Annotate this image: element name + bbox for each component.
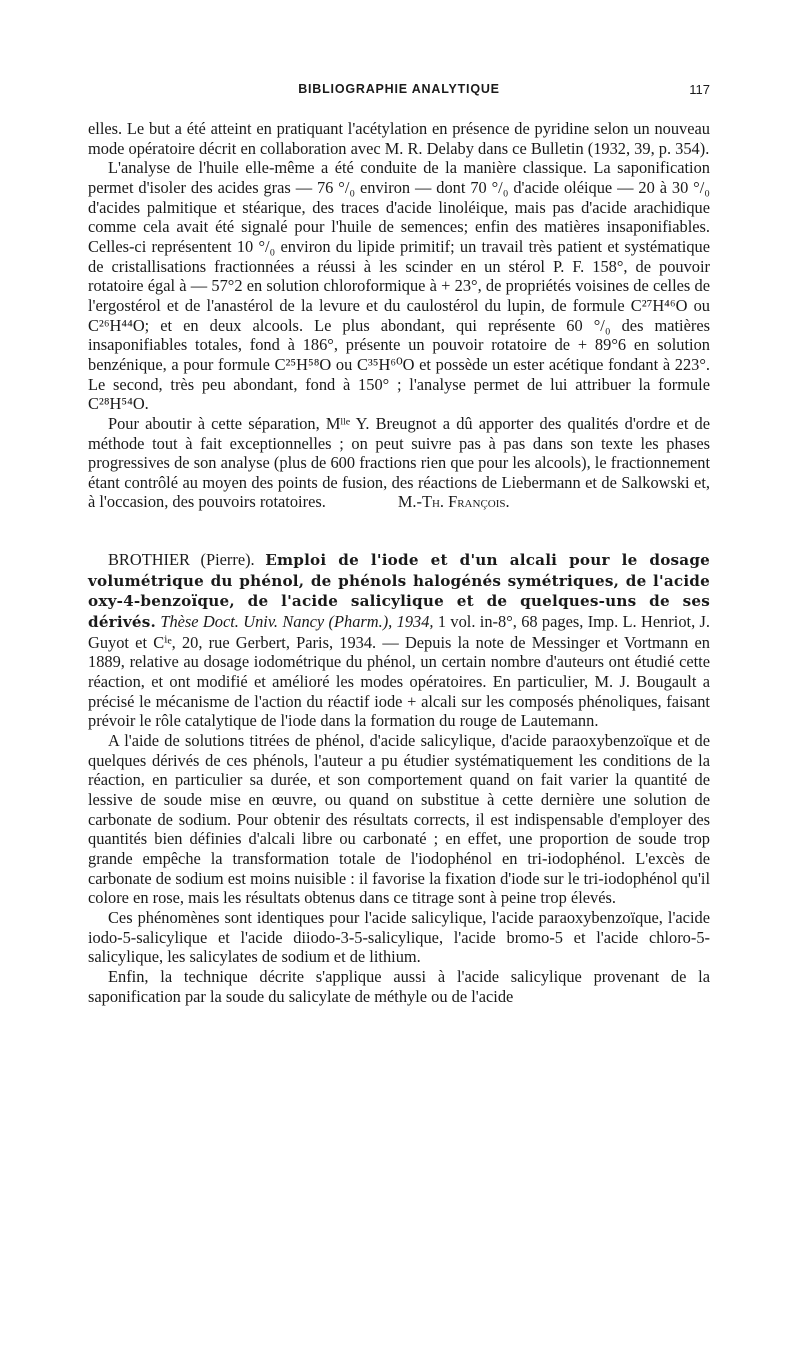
page-number: 117 (689, 82, 710, 97)
review2-paragraph-1 (88, 550, 710, 731)
review2-paragraph-1-rest: 1 vol. in-8°, 68 pages, Imp. L. Henriot, J. Guyot et Cⁱᵉ, 20, rue Gerbert, Paris, 1934. — Depuis la note de Messinger et Vortmann en 1889, relative au dosage iodométrique du phénol, un certain nombre d'auteurs ont étudié cette réaction, et ont modifié et amélioré les modes opératoires. En particulier, M. J. Bougault a précisé le mécanisme de l'action du réactif iode + alcali sur les composés phénoliques, faisant prévoir le rôle catalytique de l'iode dans la formation du rouge de Lautemann. (88, 612, 710, 731)
page-body (88, 119, 710, 1006)
review2-paragraph-4: Enfin, la technique décrite s'applique aussi à l'acide salicylique provenant de la saponification par la soude du salicylate de méthyle ou de l'acide (88, 966, 710, 1006)
review2-title: Emploi de l'iode et d'un alcali pour le dosage volumétrique du phénol, de phénols halogénés symétriques, de l'acide oxy-4-benzoïque, de l'acide salicylique et de quelques-uns de ses dérivés. (88, 551, 710, 632)
section-gap (88, 512, 710, 550)
running-head: BIBLIOGRAPHIE ANALYTIQUE (298, 82, 500, 96)
review2-paragraph-2: A l'aide de solutions titrées de phénol, d'acide salicylique, d'acide paraoxybenzoïque et de quelques dérivés de ces phénols, l'auteur a pu étudier systématiquement les conditions de la réaction, en particulier sa durée, et son comportement quand on fait varier la quantité de lessive de soude mise en œuvre, ou quand on substitue à cette dernière une solution de carbonate de sodium. Pour obtenir des résultats corrects, il est indispensable d'employer des quantités bien définies d'alcali libre ou carbonaté ; en effet, une proportion de soude trop grande empêche la transformation totale de l'iodophénol en tri-iodophénol. L'excès de carbonate de sodium est moins nuisible : il favorise la fixation d'iode sur le tri-iodophénol qu'il colore en rose, mais les résultats obtenus dans ce titrage sont à peine trop élevés. (88, 731, 710, 908)
review1-paragraph-2: L'analyse de l'huile elle-même a été conduite de la manière classique. La saponification permet d'isoler des acides gras — 76 °/₀ environ — dont 70 °/₀ d'acide oléique — 20 à 30 °/₀ d'acides palmitique et stéarique, des traces d'acide linoléique, mais pas d'acide arachidique comme cela avait été signalé pour l'huile de semences; enfin des matières insaponifiables. Celles-ci représentent 10 °/₀ environ du lipide primitif; un travail très patient et systématique de cristallisations fractionnées a réussi à les scinder en un stérol P. F. 158°, de pouvoir rotatoire égal à — 57°2 en solution chloroformique à + 23°, de propriétés voisines de celles de l'ergostérol et de l'anastérol de la levure et du caulostérol du lupin, de formule C²⁷H⁴⁶O ou C²⁶H⁴⁴O; et en deux alcools. Le plus abondant, qui représente 60 °/₀ des matières insaponifiables totales, fond à 186°, présente un pouvoir rotatoire de + 89°6 en solution benzénique, a pour formule C²⁵H⁵⁸O ou C³⁵H⁶⁰O et possède un ester acétique fondant à 223°. Le second, très peu abondant, fond à 150° ; l'analyse permet de lui attribuer la formule C²⁸H⁵⁴O. (88, 158, 710, 414)
review2-paragraph-3: Ces phénomènes sont identiques pour l'acide salicylique, l'acide paraoxybenzoïque, l'acide iodo-5-salicylique et l'acide diiodo-3-5-salicylique, l'acide bromo-5 et l'acide chloro-5-salicylique, les salicylates de sodium et de lithium. (88, 907, 710, 967)
page-header (88, 82, 710, 104)
review2-author: BROTHIER (Pierre). (108, 550, 255, 570)
review1-paragraph-1: elles. Le but a été atteint en pratiquant l'acétylation en présence de pyridine selon un nouveau mode opératoire décrit en collaboration avec M. R. Delaby dans ce Bulletin (1932, 39, p. 354). (88, 119, 710, 158)
review1-paragraph-3 (88, 414, 710, 512)
review2-citation: Thèse Doct. Univ. Nancy (Pharm.), 1934, (160, 612, 434, 632)
review1-signature: M.-Th. François. (397, 492, 510, 512)
review1-paragraph-3-text: Pour aboutir à cette séparation, Mˡˡᵉ Y. Breugnot a dû apporter des qualités d'ordre et de méthode tout à fait exceptionnelles ; on peut suivre pas à pas dans son texte les phases progressives de son analyse (plus de 600 fractions rien que pour les alcools), le fractionnement étant contrôlé au moyen des points de fusion, des réactions de Liebermann et de Salkowski et, à l'occasion, des pouvoirs rotatoires. (88, 413, 710, 512)
